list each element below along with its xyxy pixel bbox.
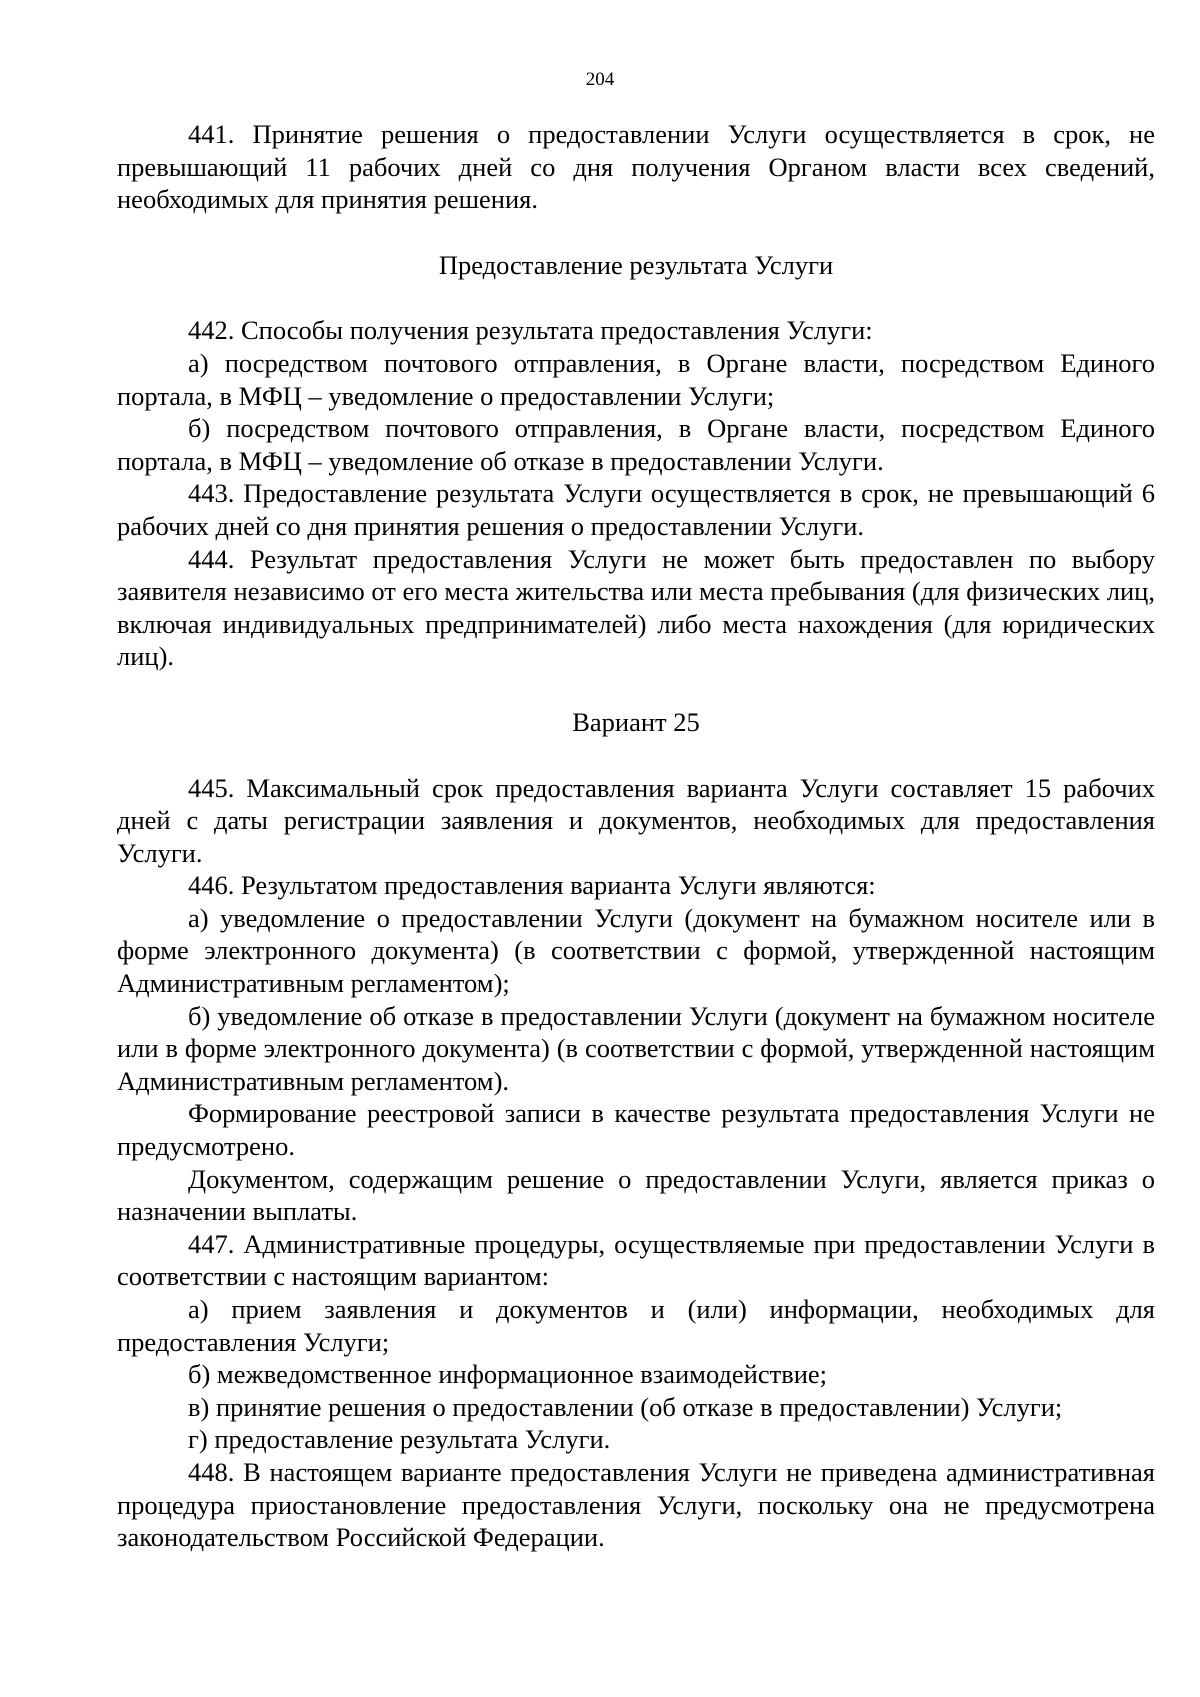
- page-number: 204: [585, 69, 615, 90]
- paragraph-446: 446. Результатом предоставления варианта Услуги являются:: [188, 870, 876, 901]
- paragraph-446-a: а) уведомление о предоставлении Услуги (документ на бумажном носителе или в форме электронного документа) (в соответствии с формой, утвержденной настоящим Административным регламентом);: [117, 902, 1155, 999]
- paragraph-decision-document: Документом, содержащим решение о предоставлении Услуги, является приказ о назначении выплаты.: [117, 1163, 1155, 1227]
- paragraph-442-a: а) посредством почтового отправления, в Органе власти, посредством Единого портала, в МФЦ – уведомление о предоставлении Услуги;: [117, 347, 1155, 411]
- document-body: [117, 118, 1155, 1554]
- paragraph-442: 442. Способы получения результата предоставления Услуги:: [188, 315, 873, 346]
- paragraph-447-b: б) межведомственное информационное взаимодействие;: [188, 1359, 828, 1390]
- paragraph-447-a: а) прием заявления и документов и (или) информации, необходимых для предоставления Услуги;: [117, 1294, 1155, 1357]
- paragraph-445: 445. Максимальный срок предоставления варианта Услуги составляет 15 рабочих дней с даты регистрации заявления и документов, необходимых для предоставления Услуги.: [117, 772, 1155, 868]
- paragraph-444: 444. Результат предоставления Услуги не может быть предоставлен по выбору заявителя независимо от его места жительства или места пребывания (для физических лиц, включая индивидуальных предпринимателей) либо места нахождения (для юридических лиц).: [117, 543, 1155, 672]
- paragraph-448: 448. В настоящем варианте предоставления Услуги не приведена административная процедура приостановление предоставления Услуги, поскольку она не предусмотрена законодательством Российской Федерации.: [117, 1456, 1155, 1553]
- paragraph-447-d: г) предоставление результата Услуги.: [188, 1424, 611, 1455]
- paragraph-447-c: в) принятие решения о предоставлении (об отказе в предоставлении) Услуги;: [188, 1391, 1063, 1422]
- paragraph-registry-entry: Формирование реестровой записи в качестве результата предоставления Услуги не предусмотрено.: [117, 1098, 1155, 1162]
- paragraph-446-b: б) уведомление об отказе в предоставлении Услуги (документ на бумажном носителе или в форме электронного документа) (в соответствии с формой, утвержденной настоящим Административным регламентом).: [117, 1000, 1155, 1096]
- paragraph-447: 447. Административные процедуры, осуществляемые при предоставлении Услуги в соответствии с настоящим вариантом:: [117, 1228, 1155, 1292]
- section-heading-result: Предоставление результата Услуги: [438, 249, 834, 280]
- paragraph-443: 443. Предоставление результата Услуги осуществляется в срок, не превышающий 6 рабочих дней со дня принятия решения о предоставлении Услуги.: [117, 478, 1155, 541]
- paragraph-441: 441. Принятие решения о предоставлении Услуги осуществляется в срок, не превышающий 11 рабочих дней со дня получения Органом власти всех сведений, необходимых для принятия решения.: [117, 119, 1155, 215]
- section-heading-variant: Вариант 25: [572, 706, 700, 737]
- paragraph-442-b: б) посредством почтового отправления, в Органе власти, посредством Единого портала, в МФЦ – уведомление об отказе в предоставлении Услуги.: [117, 413, 1155, 476]
